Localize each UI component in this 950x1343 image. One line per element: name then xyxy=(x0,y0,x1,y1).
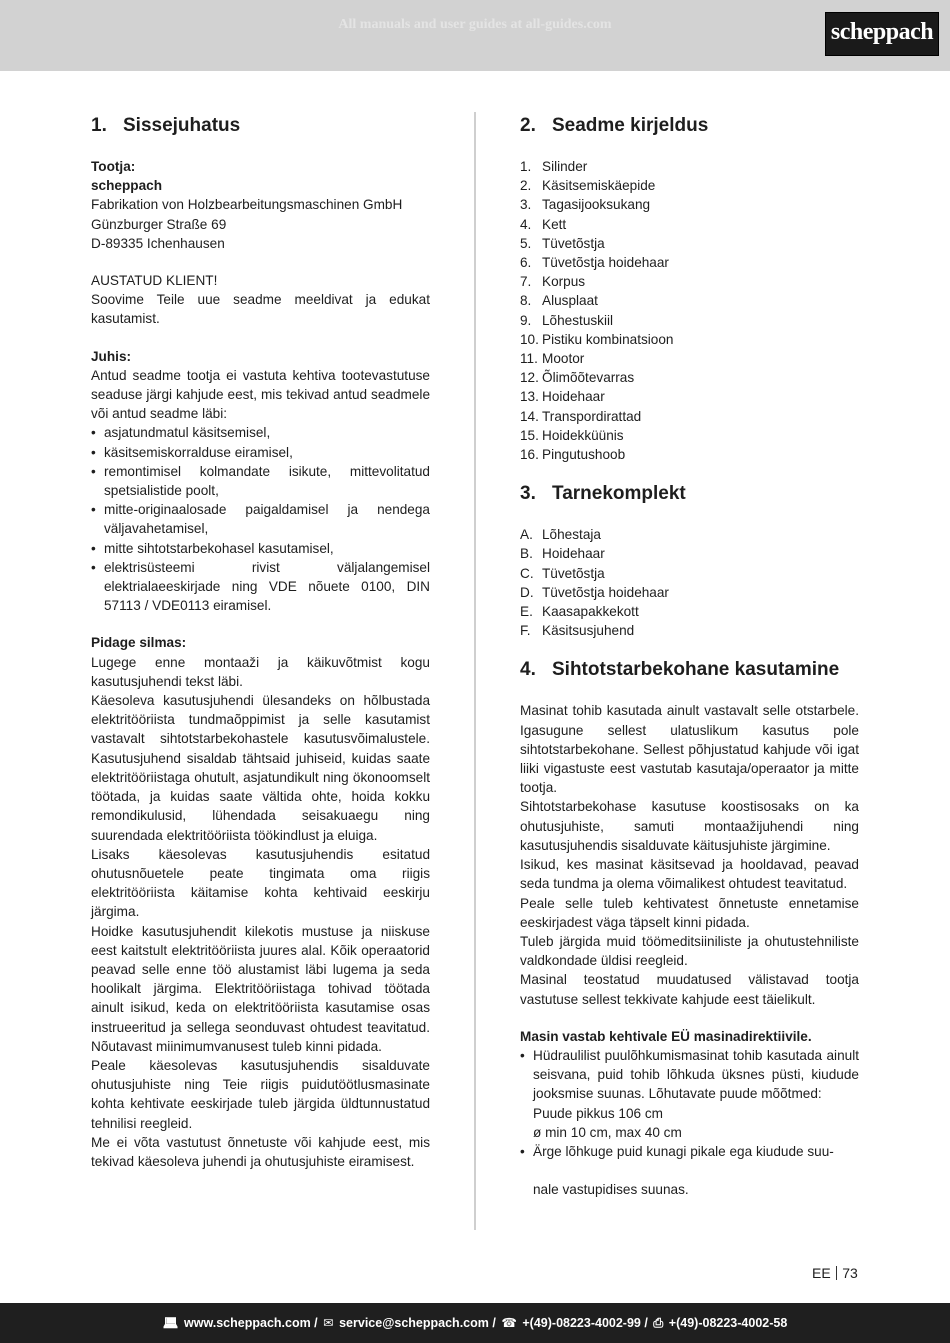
list-item: D. Tüvetõstja hoidehaar xyxy=(520,584,669,600)
list-item: 14. Transpordirattad xyxy=(520,408,642,424)
list-item: 16. Pingutushoob xyxy=(520,447,626,463)
liability-list xyxy=(91,423,430,615)
paragraph: Peale käesolevas kasutusjuhendis sisalduvate ohutusjuhiste ning Teie riigis puidutöötlusmasinate kohta kehtivate eeskirjade tuleb järgida üldtunnustatud tehnilisi reegleid. xyxy=(91,1057,430,1131)
scheppach-logo xyxy=(825,12,939,56)
paragraph: Lisaks käesolevas kasutusjuhendis esitatud ohutusnõuetele peate tingimata oma riigis elektritööriista käitamise kohta kehtivaid eeskirju järgima. xyxy=(91,846,430,920)
watermark-text: All manuals and user guides at all-guides.com xyxy=(338,17,612,32)
list-item: 6. Tüvetõstja hoidehaar xyxy=(520,255,669,271)
page-num: 73 xyxy=(842,1265,858,1281)
list-item: 1. Silinder xyxy=(520,159,588,174)
list-item: 13. Hoidehaar xyxy=(520,389,605,405)
list-item: • mitte sihtotstarbekohasel kasutamisel, xyxy=(91,539,430,558)
list-item: • Hüdraulilist puulõhkumismasinat tohib kasutada ainult seisvana, puid tohib lõhkuda üksnes püsti, kiudude jooksmise suunas. Lõhutavate puude mõõtmed: Puude pikkus 106 cm ø min 10 cm, max 40 cm xyxy=(520,1046,859,1142)
laptop-icon: 💻︎ xyxy=(162,1316,179,1330)
phone-icon: ☎︎ xyxy=(501,1316,517,1330)
list-item: 4. Kett xyxy=(520,216,567,232)
paragraph: Peale selle tuleb kehtivatest õnnetuste ennetamise eeskirjadest väga täpselt kinni pidada. xyxy=(520,895,859,930)
paragraph: Lugege enne montaaži ja käikuvõtmist kogu kasutusjuhendi tekst läbi. xyxy=(91,654,430,689)
paragraph: Isikud, kes masinat käsitsevad ja hooldavad, peavad seda tundma ja olema võimalikest ohtudest teavitatud. xyxy=(520,857,859,892)
header-bar xyxy=(0,0,950,71)
list-item: 5. Tüvetõstja xyxy=(520,235,605,251)
wish-text: Soovime Teile uue seadme meeldivat ja edukat kasutamist. xyxy=(91,292,430,327)
section-2-heading: 2. Seadme kirjeldus xyxy=(520,115,709,136)
list-item: B. Hoidehaar xyxy=(520,546,605,562)
page-number xyxy=(812,1265,858,1281)
paragraph: Sihtotstarbekohase kasutuse koostisosaks on ka ohutusjuhiste, samuti montaažijuhendi ning kasutusjuhendis sisalduvate käitusjuhiste järgimine. xyxy=(520,799,859,853)
list-item: A. Lõhestaja xyxy=(520,527,601,543)
list-item: • asjatundmatul käsitsemisel, xyxy=(91,423,430,442)
right-column xyxy=(520,112,859,1199)
list-item: 11. Mootor xyxy=(520,351,585,367)
paragraph: Käesoleva kasutusjuhendi ülesandeks on hõlbustada elektritööriista tundmaõppimist ja selle kasutamist vastavalt sihtotstarbekohastele kasutusvõimalustele. Kasutusjuhend sisaldab tähtsaid juhiseid, kuidas saate elektritööriistaga ohutult, asjatundikult ning ökonoomselt töötada, ja kuidas saate vältida ohte, hoida kokku remondikulusid, lühendada seisakuaegu ning suurendada elektritööriista töökindlust ja eluiga. xyxy=(91,693,430,843)
mail-icon: ✉︎ xyxy=(323,1316,334,1330)
section-1-heading: 1. Sissejuhatus xyxy=(91,115,241,136)
list-item: 2. Käsitsemiskäepide xyxy=(520,178,656,194)
list-item: C. Tüvetõstja xyxy=(520,565,605,581)
eu-directive-label: Masin vastab kehtivale EÜ masinadirektiivile. xyxy=(520,1028,812,1044)
log-diameter: ø min 10 cm, max 40 cm xyxy=(533,1124,682,1140)
fax-icon: ⎙ xyxy=(653,1316,664,1330)
website-text: www.scheppach.com / xyxy=(184,1316,318,1330)
paragraph: Me ei võta vastutust õnnetuste või kahjude eest, mis tekivad käesoleva juhendi ja ohutusjuhiste eiramisest. xyxy=(91,1134,430,1169)
manufacturer-city: D-89335 Ichenhausen xyxy=(91,235,225,251)
list-item: • elektrisüsteemi rivist väljalangemisel elektrialaeeskirjade ning VDE nõuete 0100, DIN 57113 / VDE0113 eiramisel. xyxy=(91,558,430,616)
list-item: 8. Alusplaat xyxy=(520,293,598,309)
list-item: • mitte-originaalosade paigaldamisel ja nendega väljavahetamisel, xyxy=(91,500,430,538)
list-item: E. Kaasapakkekott xyxy=(520,604,639,620)
list-item: 7. Korpus xyxy=(520,274,586,290)
list-item: 9. Lõhestuskiil xyxy=(520,312,614,328)
phone-text: +(49)-08223-4002-99 / xyxy=(522,1316,648,1330)
greeting-text: AUSTATUD KLIENT! xyxy=(91,273,218,289)
note-text: Antud seadme tootja ei vastuta kehtiva tootevastutuse seaduse järgi kahjude eest, mis tekivad antud seadmele või antud seadme läbi: xyxy=(91,367,430,422)
list-item: 10. Pistiku kombinatsioon xyxy=(520,331,674,347)
left-column xyxy=(91,112,430,1171)
list-item: 15. Hoidekküünis xyxy=(520,427,624,443)
paragraph: Hoidke kasutusjuhendit kilekotis mustuse ja niiskuse eest kaitstult elektritööriista juures alal. Kõik operaatorid peavad selle enne töö alustamist läbi lugema ja seda hoolikalt järgima. Elektritööriistaga tohivad töötada ainult isikud, keda on elektritööriista kasutamise osas instrueeritud ja sellega seonduvast ohtudest teavitatud. Nõutavast miinimumvanusest tuleb kinni pidada. xyxy=(91,923,430,1054)
section-3-heading: 3. Tarnekomplekt xyxy=(520,483,686,505)
section-4-heading: 4. Sihtotstarbekohane kasutamine xyxy=(520,659,840,681)
list-item: • remontimisel kolmandate isikute, mittevolitatud spetsialistide poolt, xyxy=(91,462,430,500)
list-item: 3. Tagasijooksukang xyxy=(520,197,651,213)
manufacturer-street: Günzburger Straße 69 xyxy=(91,216,227,232)
parts-list xyxy=(520,157,859,464)
list-item: 12. Õlimõõtevarras xyxy=(520,370,635,386)
manufacturer-name: scheppach xyxy=(91,178,163,194)
contact-line xyxy=(0,1315,950,1331)
paragraph: Tuleb järgida muid töömeditsiiniliste ja ohutustehniliste valdkondade üldisi reegleid. xyxy=(520,933,859,969)
list-item: • käsitsemiskorralduse eiramisel, xyxy=(91,443,430,462)
email-text: service@scheppach.com / xyxy=(339,1316,496,1330)
fax-text: +(49)-08223-4002-58 xyxy=(668,1316,788,1330)
attention-label: Pidage silmas: xyxy=(91,635,187,651)
column-divider xyxy=(474,112,476,1230)
manufacturer-company: Fabrikation von Holzbearbeitungsmaschinen GmbH xyxy=(91,197,403,213)
manufacturer-label: Tootja: xyxy=(91,159,136,174)
language-code: EE xyxy=(812,1265,831,1281)
list-item: F. Käsitsusjuhend xyxy=(520,623,635,639)
note-label: Juhis: xyxy=(91,348,132,364)
footer-bar xyxy=(0,1303,950,1343)
eu-directive-list xyxy=(520,1046,859,1199)
logo-text: scheppach xyxy=(830,19,934,45)
delivery-list xyxy=(520,525,859,640)
list-item: • Ärge lõhkuge puid kunagi pikale ega kiudude suu- nale vastupidises suunas. xyxy=(520,1142,859,1199)
paragraph: Masinal teostatud muudatused välistavad tootja vastutuse sellest tekkivate kahjude eest täielikult. xyxy=(520,972,859,1007)
log-length: Puude pikkus 106 cm xyxy=(533,1105,663,1121)
paragraph: Masinat tohib kasutada ainult vastavalt selle otstarbele. Igasugune sellest ulatuslikum kasutus pole sihtotstarbekohane. Sellest põhjustatud kahjude või igat liiki vigastuste eest vastutab kasutaja/operaator ja mitte tootja. xyxy=(520,703,859,796)
